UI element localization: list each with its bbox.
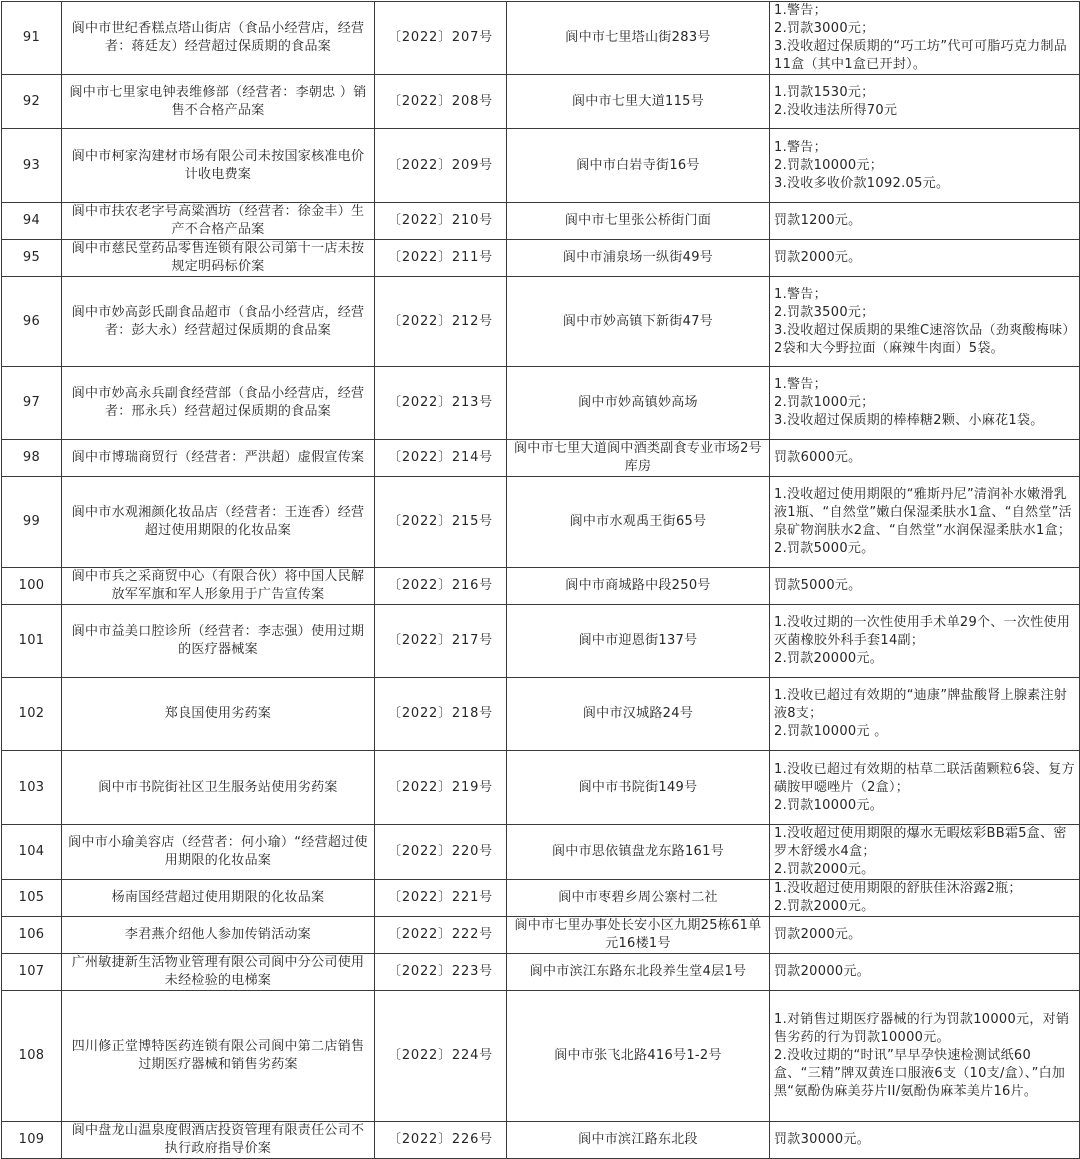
row-number: 98 (2, 440, 62, 477)
address: 阆中市商城路中段250号 (507, 568, 770, 605)
address: 阆中市迎恩街137号 (507, 605, 770, 678)
document-number: 〔2022〕212号 (375, 277, 507, 367)
case-name: 阆中市兵之采商贸中心（有限合伙）将中国人民解放军军旗和军人形象用于广告宣传案 (62, 568, 375, 605)
case-name: 阆中市扶农老字号高粱酒坊（经营者：徐金丰）生产不合格产品案 (62, 203, 375, 240)
address: 阆中市浦泉场一纵街49号 (507, 240, 770, 277)
document-number: 〔2022〕223号 (375, 954, 507, 991)
document-number: 〔2022〕216号 (375, 568, 507, 605)
table-row (2, 129, 1080, 203)
row-number: 92 (2, 75, 62, 129)
document-number: 〔2022〕217号 (375, 605, 507, 678)
penalty: 1.警告； 2.罚款3000元； 3.没收超过保质期的“巧工坊”代可可脂巧克力制品11盒（其中1盒已开封）。 (770, 2, 1080, 75)
penalty: 罚款1200元。 (770, 203, 1080, 240)
table-row (2, 605, 1080, 678)
penalty: 罚款6000元。 (770, 440, 1080, 477)
row-number: 107 (2, 954, 62, 991)
penalty: 1.没收超过使用期限的“雅斯丹尼”清润补水嫩滑乳液1瓶、“自然堂”嫩白保湿柔肤水1盒、“自然堂”活泉矿物润肤水2盒、“自然堂”水润保湿柔肤水1盒； 2.罚款5000元。 (770, 477, 1080, 568)
table-row (2, 440, 1080, 477)
case-name: 四川修正堂博特医药连锁有限公司阆中第二店销售过期医疗器械和销售劣药案 (62, 991, 375, 1122)
table-row (2, 917, 1080, 954)
case-name: 阆中市妙高永兵副食经营部（食品小经营店，经营者：邢永兵）经营超过保质期的食品案 (62, 367, 375, 440)
address: 阆中市水观禹王街65号 (507, 477, 770, 568)
penalty: 罚款20000元。 (770, 954, 1080, 991)
document-number: 〔2022〕219号 (375, 751, 507, 825)
document-number: 〔2022〕211号 (375, 240, 507, 277)
table-row (2, 678, 1080, 751)
row-number: 91 (2, 2, 62, 75)
document-number: 〔2022〕213号 (375, 367, 507, 440)
penalty: 1.警告； 2.罚款1000元； 3.没收超过保质期的棒棒糖2颗、小麻花1袋。 (770, 367, 1080, 440)
row-number: 93 (2, 129, 62, 203)
document-number: 〔2022〕214号 (375, 440, 507, 477)
row-number: 99 (2, 477, 62, 568)
address: 阆中市七里大道阆中酒类副食专业市场2号库房 (507, 440, 770, 477)
penalty: 罚款5000元。 (770, 568, 1080, 605)
case-name: 阆中市妙高彭氏副食品超市（食品小经营店，经营者：彭大永）经营超过保质期的食品案 (62, 277, 375, 367)
table-row (2, 2, 1080, 75)
row-number: 101 (2, 605, 62, 678)
penalty: 1.没收过期的一次性使用手术单29个、一次性使用灭菌橡胶外科手套14副； 2.罚款20000元。 (770, 605, 1080, 678)
case-name: 李君燕介绍他人参加传销活动案 (62, 917, 375, 954)
row-number: 104 (2, 825, 62, 880)
table-row (2, 991, 1080, 1122)
document-number: 〔2022〕224号 (375, 991, 507, 1122)
case-name: 阆中市博瑞商贸行（经营者：严洪超）虚假宣传案 (62, 440, 375, 477)
table-row (2, 75, 1080, 129)
table-row (2, 751, 1080, 825)
row-number: 96 (2, 277, 62, 367)
row-number: 103 (2, 751, 62, 825)
document-number: 〔2022〕209号 (375, 129, 507, 203)
row-number: 94 (2, 203, 62, 240)
case-name: 阆中市水观湘颜化妆品店（经营者：王连香）经营超过使用期限的化妆品案 (62, 477, 375, 568)
document-number: 〔2022〕207号 (375, 2, 507, 75)
penalty: 1.没收超过使用期限的爆水无暇炫彩BB霜5盒、密罗木舒缓水4盒； 2.罚款2000元。 (770, 825, 1080, 880)
row-number: 108 (2, 991, 62, 1122)
case-name: 阆中市柯家沟建材市场有限公司未按国家核准电价计收电费案 (62, 129, 375, 203)
case-name: 阆中市小瑜美容店（经营者：何小瑜）“经营超过使用期限的化妆品案 (62, 825, 375, 880)
case-name: 阆中市书院街社区卫生服务站使用劣药案 (62, 751, 375, 825)
table-row (2, 825, 1080, 880)
table-row (2, 954, 1080, 991)
document-number: 〔2022〕221号 (375, 880, 507, 917)
document-number: 〔2022〕218号 (375, 678, 507, 751)
case-name: 阆中市七里家电钟表维修部（经营者：李朝忠 ）销售不合格产品案 (62, 75, 375, 129)
penalty: 1.警告； 2.罚款10000元； 3.没收多收价款1092.05元。 (770, 129, 1080, 203)
address: 阆中市七里办事处长安小区九期25栋61单元16楼1号 (507, 917, 770, 954)
address: 阆中市滨江路东北段 (507, 1122, 770, 1159)
table-row (2, 1122, 1080, 1159)
row-number: 95 (2, 240, 62, 277)
table-row (2, 277, 1080, 367)
address: 阆中市七里塔山街283号 (507, 2, 770, 75)
penalty: 1.罚款1530元； 2.没收违法所得70元 (770, 75, 1080, 129)
penalty: 1.警告； 2.罚款3500元； 3.没收超过保质期的果维C速溶饮品（劲爽酸梅味）2袋和大今野拉面（麻辣牛肉面）5袋。 (770, 277, 1080, 367)
case-name: 郑良国使用劣药案 (62, 678, 375, 751)
penalty: 罚款2000元。 (770, 240, 1080, 277)
row-number: 102 (2, 678, 62, 751)
table-row (2, 880, 1080, 917)
document-number: 〔2022〕208号 (375, 75, 507, 129)
document-number: 〔2022〕220号 (375, 825, 507, 880)
case-name: 阆中市益美口腔诊所（经营者：李志强）使用过期的医疗器械案 (62, 605, 375, 678)
address: 阆中市张飞北路416号1-2号 (507, 991, 770, 1122)
address: 阆中市思依镇盘龙东路161号 (507, 825, 770, 880)
penalty-table (1, 1, 1080, 1159)
penalty: 罚款2000元。 (770, 917, 1080, 954)
document-number: 〔2022〕210号 (375, 203, 507, 240)
case-name: 阆中市世纪香糕点塔山街店（食品小经营店，经营者：蒋廷友）经营超过保质期的食品案 (62, 2, 375, 75)
address: 阆中市汉城路24号 (507, 678, 770, 751)
table-row (2, 367, 1080, 440)
address: 阆中市枣碧乡周公寨村二社 (507, 880, 770, 917)
table-row (2, 568, 1080, 605)
penalty: 1.没收超过使用期限的舒肤佳沐浴露2瓶； 2.罚款2000元。 (770, 880, 1080, 917)
row-number: 100 (2, 568, 62, 605)
address: 阆中市妙高镇下新街47号 (507, 277, 770, 367)
document-number: 〔2022〕222号 (375, 917, 507, 954)
address: 阆中市七里张公桥街门面 (507, 203, 770, 240)
penalty: 罚款30000元。 (770, 1122, 1080, 1159)
address: 阆中市书院街149号 (507, 751, 770, 825)
case-name: 阆中市慈民堂药品零售连锁有限公司第十一店未按规定明码标价案 (62, 240, 375, 277)
document-number: 〔2022〕226号 (375, 1122, 507, 1159)
penalty: 1.没收已超过有效期的“迪康”牌盐酸肾上腺素注射液8支； 2.罚款10000元 。 (770, 678, 1080, 751)
row-number: 106 (2, 917, 62, 954)
address: 阆中市滨江东路东北段养生堂4层1号 (507, 954, 770, 991)
case-name: 广州敏捷新生活物业管理有限公司阆中分公司使用未经检验的电梯案 (62, 954, 375, 991)
penalty: 1.对销售过期医疗器械的行为罚款10000元，对销售劣药的行为罚款10000元。 2.没收过期的“时讯”早早孕快速检测试纸60盒、“三精”牌双黄连口服液6支（10支/盒）、”白加黑“氨酚伪麻美芬片II/氨酚伪麻苯美片16片。 (770, 991, 1080, 1122)
row-number: 105 (2, 880, 62, 917)
address: 阆中市妙高镇妙高场 (507, 367, 770, 440)
case-name: 杨南国经营超过使用期限的化妆品案 (62, 880, 375, 917)
table-row (2, 240, 1080, 277)
table-row (2, 203, 1080, 240)
row-number: 109 (2, 1122, 62, 1159)
penalty: 1.没收已超过有效期的枯草二联活菌颗粒6袋、复方磺胺甲噁唑片（2盒）； 2.罚款10000元。 (770, 751, 1080, 825)
address: 阆中市七里大道115号 (507, 75, 770, 129)
address: 阆中市白岩寺街16号 (507, 129, 770, 203)
row-number: 97 (2, 367, 62, 440)
document-number: 〔2022〕215号 (375, 477, 507, 568)
table-row (2, 477, 1080, 568)
case-name: 阆中盘龙山温泉度假酒店投资管理有限责任公司不执行政府指导价案 (62, 1122, 375, 1159)
